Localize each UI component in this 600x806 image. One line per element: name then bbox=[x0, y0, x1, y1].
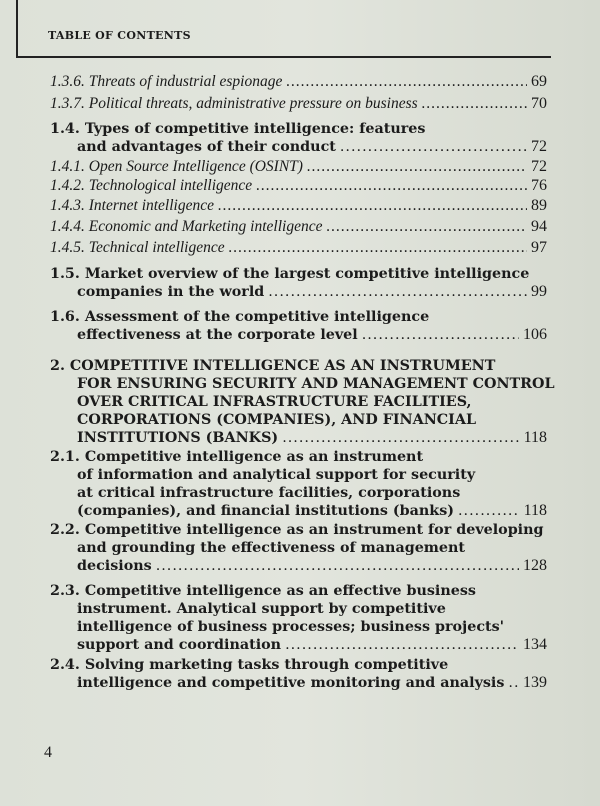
toc-entry-text: 2. COMPETITIVE INTELLIGENCE AS AN INSTRUMENT bbox=[50, 358, 496, 374]
toc-entry bbox=[50, 448, 547, 520]
toc-entry-text: 1.6. Assessment of the competitive intelligence bbox=[50, 309, 430, 325]
dot-leader bbox=[326, 218, 527, 236]
toc-entry-line bbox=[50, 283, 547, 301]
toc-entry-page: 139 bbox=[523, 674, 547, 691]
toc-entry-line bbox=[50, 265, 547, 283]
dot-leader bbox=[156, 557, 519, 575]
dot-leader bbox=[229, 239, 527, 257]
toc-entry-text: CORPORATIONS (COMPANIES), AND FINANCIAL bbox=[77, 412, 476, 428]
toc-entry-page: 89 bbox=[531, 197, 547, 214]
toc-entry-text: of information and analytical support for security bbox=[77, 467, 476, 483]
toc-entry-line bbox=[50, 95, 547, 113]
toc-entry-text: 1.5. Market overview of the largest competitive intelligence bbox=[50, 266, 530, 282]
toc-entry-text: effectiveness at the corporate level bbox=[77, 327, 358, 343]
toc-entry-text: 1.4.4. Economic and Marketing intelligence bbox=[50, 218, 323, 235]
toc-entry-text: 1.4.1. Open Source Intelligence (OSINT) bbox=[50, 158, 303, 175]
toc-entry-text: support and coordination bbox=[77, 637, 282, 653]
toc-entry-text: instrument. Analytical support by competitive bbox=[77, 601, 446, 617]
dot-leader bbox=[286, 73, 527, 91]
toc-entry-line bbox=[50, 73, 547, 91]
running-header-title: TABLE OF CONTENTS bbox=[48, 29, 191, 42]
toc-entry-line bbox=[50, 308, 547, 326]
toc-entry-line bbox=[50, 618, 547, 636]
toc-entry-line bbox=[50, 393, 547, 411]
toc-entry bbox=[50, 582, 547, 654]
toc-entry bbox=[50, 656, 547, 692]
dot-leader bbox=[282, 429, 519, 447]
dot-leader bbox=[256, 177, 527, 195]
toc-entry-text: at critical infrastructure facilities, corporations bbox=[77, 485, 461, 501]
toc-entry-page: 70 bbox=[531, 95, 547, 112]
dot-leader bbox=[285, 636, 519, 654]
toc-entry bbox=[50, 265, 547, 301]
toc-entry bbox=[50, 158, 547, 176]
toc-entry-line bbox=[50, 656, 547, 674]
toc-entry-line bbox=[50, 239, 547, 257]
toc-entry-text: companies in the world bbox=[77, 284, 265, 300]
toc-entry-line bbox=[50, 197, 547, 215]
toc-entry-text: 2.4. Solving marketing tasks through competitive bbox=[50, 657, 449, 673]
toc-entry bbox=[50, 197, 547, 215]
toc-entry-page: 106 bbox=[523, 326, 547, 343]
dot-leader bbox=[307, 158, 527, 176]
toc-entry-text: decisions bbox=[77, 558, 152, 574]
toc-entry-page: 134 bbox=[523, 636, 547, 653]
toc-entry-text: intelligence and competitive monitoring and analysis bbox=[77, 675, 505, 691]
toc-entry-line bbox=[50, 484, 547, 502]
toc-entry-page: 72 bbox=[531, 158, 547, 175]
toc-entry-page: 118 bbox=[523, 429, 547, 446]
dot-leader bbox=[340, 138, 527, 156]
toc-entry bbox=[50, 120, 547, 156]
dot-leader bbox=[268, 283, 527, 301]
toc-entry-line bbox=[50, 158, 547, 176]
toc-entry-line bbox=[50, 521, 547, 539]
toc-entry-line bbox=[50, 502, 547, 520]
toc-entry-text: OVER CRITICAL INFRASTRUCTURE FACILITIES, bbox=[77, 394, 472, 410]
toc-entry-text: INSTITUTIONS (BANKS) bbox=[77, 430, 279, 446]
toc-entry-line bbox=[50, 557, 547, 575]
toc-entry bbox=[50, 218, 547, 236]
toc-entry-page: 97 bbox=[531, 239, 547, 256]
toc-entry-text: intelligence of business processes; business projects' bbox=[77, 619, 505, 635]
toc-entry-text: 1.3.7. Political threats, administrative pressure on business bbox=[50, 95, 418, 112]
toc-entry-page: 128 bbox=[523, 557, 547, 574]
toc-entry bbox=[50, 177, 547, 195]
toc-entry-line bbox=[50, 177, 547, 195]
toc-entry-text: 1.4.5. Technical intelligence bbox=[50, 239, 225, 256]
toc-entry-text: 1.4.2. Technological intelligence bbox=[50, 177, 253, 194]
dot-leader bbox=[362, 326, 519, 344]
toc-entry-page: 94 bbox=[531, 218, 547, 235]
toc-entry-page: 118 bbox=[523, 502, 547, 519]
toc-entry-text: 1.4. Types of competitive intelligence: features bbox=[50, 121, 426, 137]
header-border-horizontal bbox=[16, 56, 551, 58]
dot-leader bbox=[458, 502, 520, 520]
toc-entry-line bbox=[50, 429, 547, 447]
header-border-vertical bbox=[16, 0, 18, 58]
toc-entry-page: 72 bbox=[531, 138, 547, 155]
toc-entry-line bbox=[50, 411, 547, 429]
toc-entry-line bbox=[50, 357, 547, 375]
toc-entry-text: and grounding the effectiveness of management bbox=[77, 540, 466, 556]
page-number: 4 bbox=[44, 744, 52, 761]
toc-entry-page: 76 bbox=[531, 177, 547, 194]
toc-entry-text: 2.3. Competitive intelligence as an effective business bbox=[50, 583, 476, 599]
toc-entry-text: 2.1. Competitive intelligence as an instrument bbox=[50, 449, 424, 465]
dot-leader bbox=[218, 197, 527, 215]
toc-entry bbox=[50, 95, 547, 113]
toc-entry bbox=[50, 308, 547, 344]
dot-leader bbox=[422, 95, 527, 113]
toc-entry-line bbox=[50, 466, 547, 484]
toc-entry-line bbox=[50, 582, 547, 600]
toc-entry-text: (companies), and financial institutions (banks) bbox=[77, 503, 455, 519]
toc-entry-line bbox=[50, 636, 547, 654]
toc-entry-line bbox=[50, 674, 547, 692]
toc-entry-text: 2.2. Competitive intelligence as an instrument for developing bbox=[50, 522, 544, 538]
toc-entry bbox=[50, 357, 555, 447]
toc-entry-text: FOR ENSURING SECURITY AND MANAGEMENT CONTROL bbox=[77, 376, 555, 392]
toc-entry-page: 99 bbox=[531, 283, 547, 300]
toc-entry-line bbox=[50, 375, 555, 393]
toc-entry-page: 69 bbox=[531, 73, 547, 90]
toc-entry-line bbox=[50, 218, 547, 236]
toc-entry-line bbox=[50, 120, 547, 138]
toc-entry-text: 1.4.3. Internet intelligence bbox=[50, 197, 214, 214]
toc-entry-line bbox=[50, 448, 547, 466]
toc-entry-line bbox=[50, 600, 547, 618]
toc-entry-line bbox=[50, 539, 547, 557]
toc-entry-line bbox=[50, 138, 547, 156]
toc-entry bbox=[50, 239, 547, 257]
toc-entry bbox=[50, 521, 547, 575]
toc-entry-text: and advantages of their conduct bbox=[77, 139, 336, 155]
dot-leader bbox=[508, 674, 519, 692]
toc-entry bbox=[50, 73, 547, 91]
toc-entry-text: 1.3.6. Threats of industrial espionage bbox=[50, 73, 283, 90]
toc-entry-line bbox=[50, 326, 547, 344]
